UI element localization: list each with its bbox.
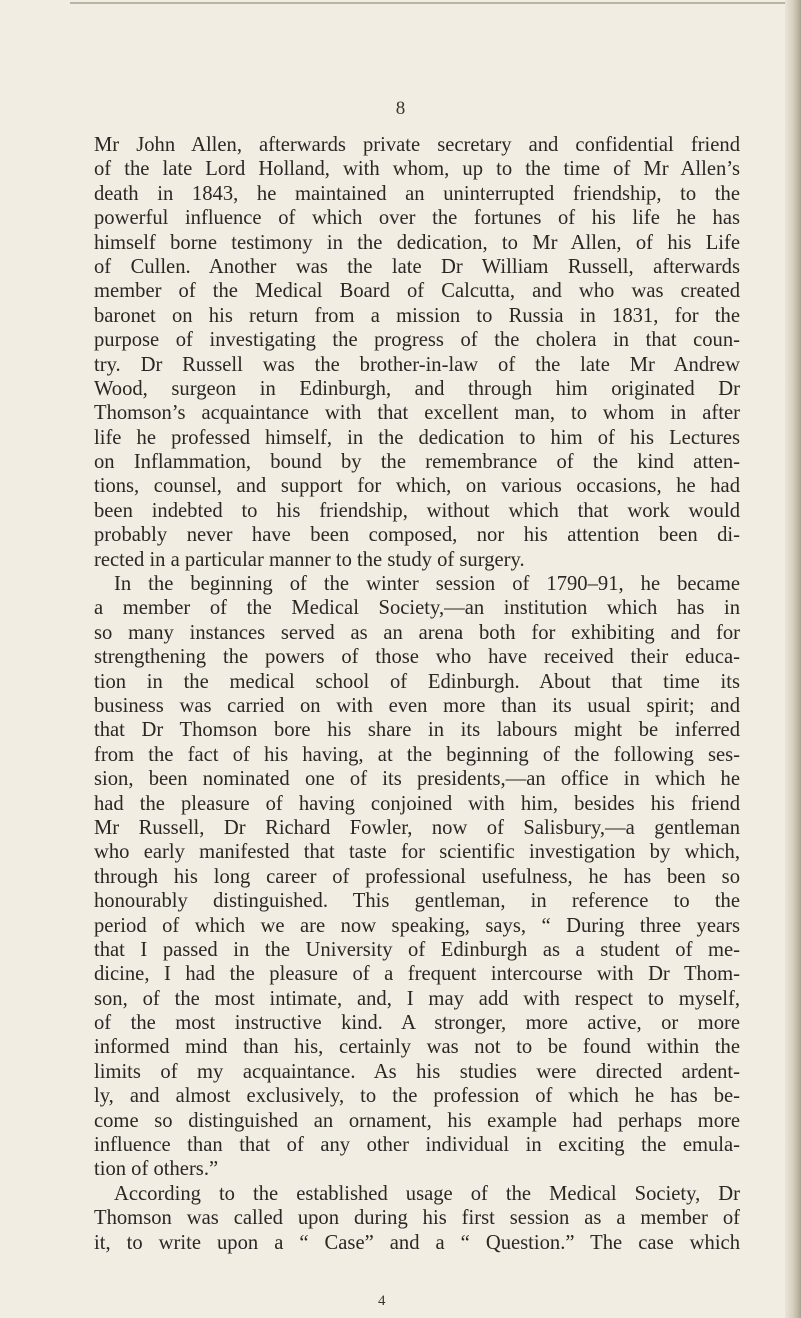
text-line: powerful influence of which over the fortunes of his life he has — [94, 207, 740, 230]
text-line: In the beginning of the winter session of 1790–91, he became — [114, 573, 740, 596]
text-line: rected in a particular manner to the study of surgery. — [94, 548, 525, 571]
text-line: that Dr Thomson bore his share in its labours might be inferred — [94, 719, 740, 742]
text-line: been indebted to his friendship, without which that work would — [94, 499, 740, 522]
text-line: who early manifested that taste for scientific investigation by which, — [94, 841, 740, 864]
text-line: Mr John Allen, afterwards private secretary and confidential friend — [94, 134, 740, 156]
text-line: son, of the most intimate, and, I may add with respect to myself, — [94, 987, 740, 1010]
text-line: member of the Medical Board of Calcutta, and who was created — [94, 280, 740, 303]
text-line: through his long career of professional usefulness, he has been so — [94, 865, 740, 888]
text-line: so many instances served as an arena both for exhibiting and for — [94, 621, 740, 644]
page-number: 8 — [395, 98, 406, 119]
text-line: come so distinguished an ornament, his example had perhaps more — [94, 1109, 740, 1132]
text-line: period of which we are now speaking, says, “ During three years — [94, 914, 740, 937]
text-line: a member of the Medical Society,—an institution which has in — [94, 597, 740, 620]
text-line: try. Dr Russell was the brother-in-law of the late Mr Andrew — [94, 353, 740, 376]
text-line: of Cullen. Another was the late Dr William Russell, afterwards — [94, 255, 740, 278]
text-line: death in 1843, he maintained an uninterrupted friendship, to the — [94, 182, 740, 205]
signature-mark: 4 — [378, 1293, 386, 1309]
text-line: Mr Russell, Dr Richard Fowler, now of Salisbury,—a gentleman — [94, 816, 740, 839]
text-line: it, to write upon a “ Case” and a “ Question.” The case which — [94, 1231, 740, 1254]
page-edge-shadow — [785, 0, 801, 1318]
text-line: Wood, surgeon in Edinburgh, and through him originated Dr — [94, 377, 740, 400]
text-line: ly, and almost exclusively, to the profession of which he has be- — [94, 1085, 740, 1108]
body-text — [94, 133, 740, 1255]
text-line: baronet on his return from a mission to Russia in 1831, for the — [94, 304, 740, 327]
text-line: himself borne testimony in the dedication, to Mr Allen, of his Life — [94, 231, 740, 254]
text-line: life he professed himself, in the dedication to him of his Lectures — [94, 426, 740, 449]
text-line: business was carried on with even more than its usual spirit; and — [94, 694, 740, 717]
text-line: honourably distinguished. This gentleman, in reference to the — [94, 890, 740, 913]
text-line: purpose of investigating the progress of the cholera in that coun- — [94, 329, 740, 352]
text-line: had the pleasure of having conjoined with him, besides his friend — [94, 792, 740, 815]
text-line: that I passed in the University of Edinburgh as a student of me- — [94, 938, 740, 961]
text-line: dicine, I had the pleasure of a frequent intercourse with Dr Thom- — [94, 963, 740, 986]
text-line: influence than that of any other individual in exciting the emula- — [94, 1134, 740, 1157]
text-line: According to the established usage of the Medical Society, Dr — [114, 1182, 740, 1205]
text-line: probably never have been composed, nor his attention been di- — [94, 524, 740, 547]
text-line: informed mind than his, certainly was not to be found within the — [94, 1036, 740, 1059]
page-top-rule — [70, 2, 790, 4]
text-line: Thomson’s acquaintance with that excellent man, to whom in after — [94, 402, 740, 425]
text-line: sion, been nominated one of its presidents,—an office in which he — [94, 768, 740, 791]
text-line: on Inflammation, bound by the remembrance of the kind atten- — [94, 451, 740, 474]
text-line: of the most instructive kind. A stronger, more active, or more — [94, 1012, 740, 1035]
text-line: limits of my acquaintance. As his studies were directed ardent- — [94, 1060, 740, 1083]
text-line: strengthening the powers of those who have received their educa- — [94, 646, 740, 669]
text-line: from the fact of his having, at the beginning of the following ses- — [94, 743, 740, 766]
text-line: of the late Lord Holland, with whom, up to the time of Mr Allen’s — [94, 158, 740, 181]
text-line: tion of others.” — [94, 1158, 219, 1181]
text-line: Thomson was called upon during his first session as a member of — [94, 1207, 740, 1230]
text-line: tion in the medical school of Edinburgh. About that time its — [94, 670, 740, 693]
text-line: tions, counsel, and support for which, on various occasions, he had — [94, 475, 740, 498]
